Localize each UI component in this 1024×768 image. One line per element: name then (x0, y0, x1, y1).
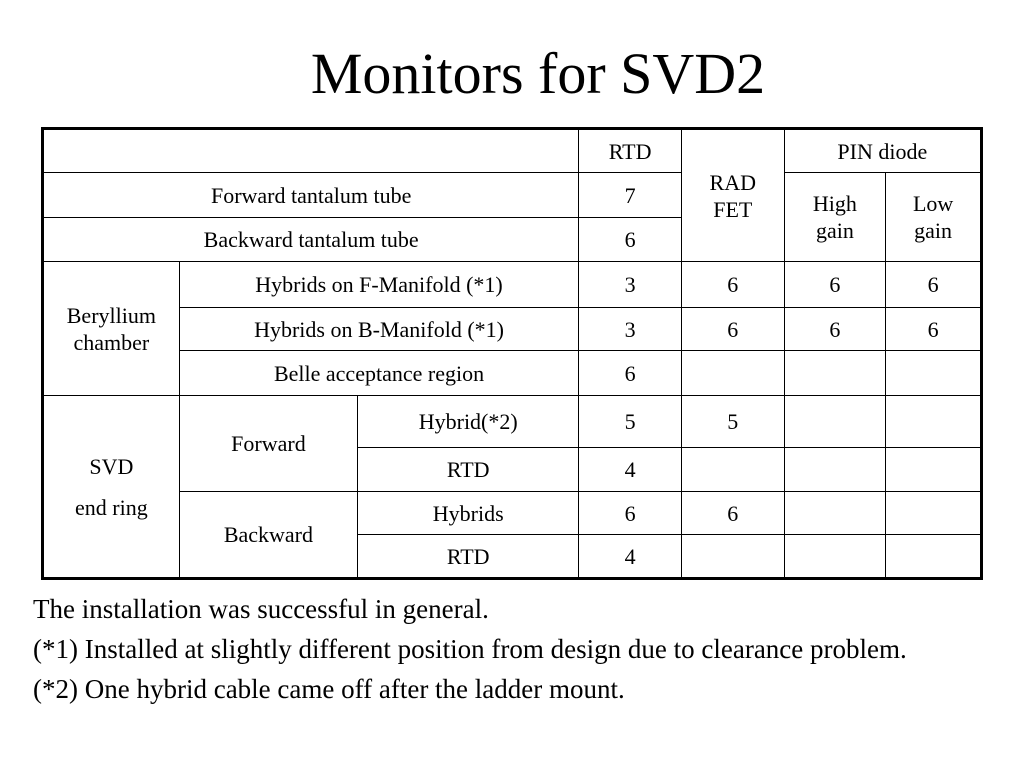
header-rtd: RTD (579, 129, 682, 173)
backward-tube-label: Backward tantalum tube (43, 218, 579, 262)
belle-label: Belle acceptance region (179, 351, 579, 396)
header-radfet (681, 129, 784, 262)
backward-cell: Backward (179, 492, 357, 579)
bwd-hybrids-radfet: 6 (681, 492, 784, 535)
header-blank-cell (43, 129, 579, 173)
hybrids-b-low: 6 (886, 308, 982, 351)
hybrids-f-label: Hybrids on F-Manifold (*1) (179, 262, 579, 308)
bwd-rtd-low (886, 535, 982, 579)
bwd-hybrids-rtd: 6 (579, 492, 682, 535)
svd-line1: SVD (89, 453, 134, 479)
header-high-gain (784, 173, 886, 262)
table-row-fwd-hybrid (43, 396, 982, 448)
header-radfet-line2: FET (713, 196, 753, 222)
note-1: (*1) Installed at slightly different position from design due to clearance problem. (33, 634, 907, 664)
hybrids-b-high: 6 (784, 308, 886, 351)
fwd-rtd-low (886, 448, 982, 492)
hybrids-f-rtd: 3 (579, 262, 682, 308)
beryllium-line2: chamber (73, 329, 150, 355)
svd-line2: end ring (75, 494, 148, 520)
belle-low (886, 351, 982, 396)
bwd-rtd-radfet (681, 535, 784, 579)
forward-cell: Forward (179, 396, 357, 492)
belle-high (784, 351, 886, 396)
note-2: (*2) One hybrid cable came off after the ladder mount. (33, 674, 625, 704)
table-row-forward-tube (43, 173, 982, 218)
table-row-belle (43, 351, 982, 396)
hybrids-b-rtd: 3 (579, 308, 682, 351)
fwd-hybrid-high (784, 396, 886, 448)
header-pin-diode: PIN diode (784, 129, 981, 173)
fwd-rtd-radfet (681, 448, 784, 492)
bwd-rtd-label: RTD (358, 535, 579, 579)
fwd-hybrid-radfet: 5 (681, 396, 784, 448)
fwd-rtd-rtd: 4 (579, 448, 682, 492)
hybrids-f-radfet: 6 (681, 262, 784, 308)
fwd-hybrid-rtd: 5 (579, 396, 682, 448)
backward-tube-rtd: 6 (579, 218, 682, 262)
header-low-line2: gain (914, 218, 953, 243)
hybrids-f-low: 6 (886, 262, 982, 308)
beryllium-chamber-cell (43, 262, 180, 396)
table-row-hybrids-b (43, 308, 982, 351)
bwd-hybrids-label: Hybrids (358, 492, 579, 535)
beryllium-line1: Beryllium (66, 302, 156, 328)
hybrids-f-high: 6 (784, 262, 886, 308)
forward-tube-label: Forward tantalum tube (43, 173, 579, 218)
header-radfet-line1: RAD (709, 169, 756, 195)
header-low-gain (886, 173, 982, 262)
hybrids-b-radfet: 6 (681, 308, 784, 351)
hybrids-b-label: Hybrids on B-Manifold (*1) (179, 308, 579, 351)
forward-tube-rtd: 7 (579, 173, 682, 218)
table-row-bwd-hybrids (43, 492, 982, 535)
bwd-hybrids-high (784, 492, 886, 535)
monitors-table (41, 127, 983, 580)
belle-rtd: 6 (579, 351, 682, 396)
belle-radfet (681, 351, 784, 396)
header-row (43, 129, 982, 173)
note-installation: The installation was successful in general. (33, 594, 489, 624)
slide-title: Monitors for SVD2 (310, 41, 766, 106)
bwd-rtd-high (784, 535, 886, 579)
header-low-line1: Low (912, 191, 954, 216)
fwd-hybrid-low (886, 396, 982, 448)
bwd-rtd-rtd: 4 (579, 535, 682, 579)
table-row-hybrids-f (43, 262, 982, 308)
fwd-rtd-label: RTD (358, 448, 579, 492)
notes (33, 592, 993, 712)
svd-end-ring-cell (43, 396, 180, 579)
header-high-line1: High (812, 191, 857, 216)
bwd-hybrids-low (886, 492, 982, 535)
fwd-hybrid-label: Hybrid(*2) (358, 396, 579, 448)
header-high-line2: gain (815, 218, 854, 243)
fwd-rtd-high (784, 448, 886, 492)
